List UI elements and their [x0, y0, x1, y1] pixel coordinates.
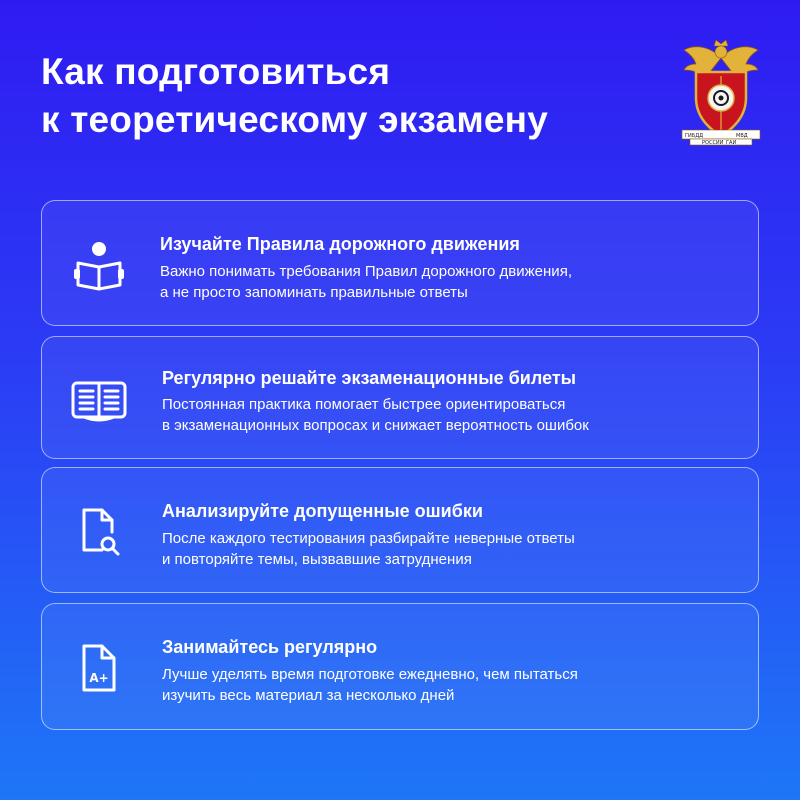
- reading-person-icon: [70, 235, 128, 293]
- grade-document-icon: [70, 640, 128, 698]
- page-title-line-2: к теоретическому экзамену: [41, 99, 548, 140]
- tip-card-analyze-mistakes: [41, 467, 759, 593]
- tip-description: После каждого тестирования разбирайте неверные ответы и повторяйте темы, вызвавшие затруднения: [162, 530, 575, 568]
- open-book-icon: [70, 371, 128, 429]
- tip-heading: Анализируйте допущенные ошибки: [162, 501, 483, 521]
- svg-text:ГАИ: ГАИ: [726, 140, 737, 146]
- document-search-icon: [70, 504, 128, 562]
- police-emblem-icon: [680, 36, 762, 146]
- tip-heading: Изучайте Правила дорожного движения: [160, 234, 520, 254]
- svg-text:РОССИИ: РОССИИ: [702, 140, 724, 146]
- tip-heading: Регулярно решайте экзаменационные билеты: [162, 368, 577, 388]
- tip-description: Постоянная практика помогает быстрее ориентироваться в экзаменационных вопросах и снижает вероятность ошибок: [162, 396, 589, 434]
- tip-card-study-regularly: [41, 603, 759, 730]
- svg-text:МВД: МВД: [736, 133, 748, 139]
- tip-description: Важно понимать требования Правил дорожного движения, а не просто запоминать правильные ответы: [160, 263, 572, 301]
- page-title: [41, 48, 548, 144]
- tip-description: Лучше уделять время подготовке ежедневно, чем пытаться изучить весь материал за несколько дней: [162, 666, 578, 704]
- tip-card-solve-tickets: [41, 336, 759, 459]
- page-title-line-1: Как подготовиться: [41, 51, 391, 92]
- tip-card-study-rules: [41, 200, 759, 326]
- grade-text: A+: [89, 671, 109, 685]
- tip-heading: Занимайтесь регулярно: [162, 637, 378, 657]
- svg-text:ГИБДД: ГИБДД: [685, 133, 704, 139]
